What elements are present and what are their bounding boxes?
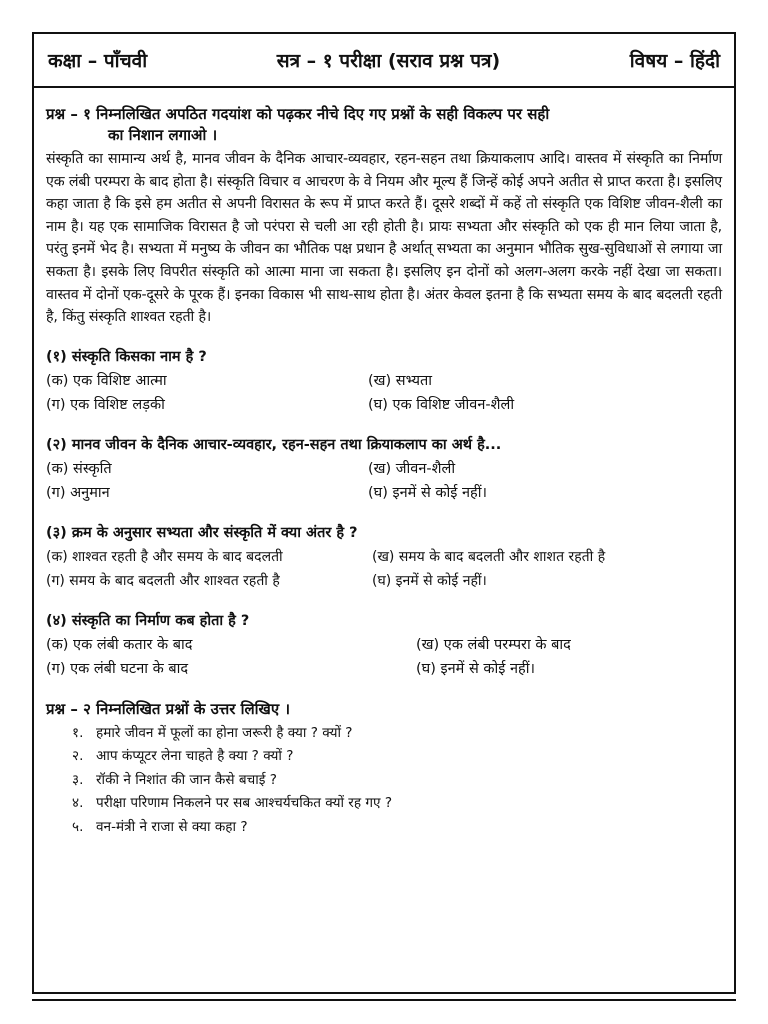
option-c: (ग) अनुमान — [46, 484, 110, 501]
option-a: (क) संस्कृति — [46, 460, 112, 477]
question-1-title-line1: प्रश्न – १ निम्नलिखित अपठित गदयांश को पढ़कर नीचे दिए गए प्रश्नों के सही विकल्प पर सही — [46, 105, 550, 123]
question-1-title-line2: का निशान लगाओ । — [108, 126, 218, 144]
option-b: (ख) समय के बाद बदलती और शाशत रहती है — [372, 548, 606, 565]
worksheet-content — [46, 104, 722, 839]
list-item — [46, 722, 722, 746]
question-2-title: प्रश्न – २ निम्नलिखित प्रश्नों के उत्तर लिखिए । — [46, 699, 291, 718]
question-2 — [46, 699, 722, 840]
mcq-question: (२) मानव जीवन के दैनिक आचार-व्यवहार, रहन-सहन तथा क्रियाकलाप का अर्थ है... — [46, 436, 502, 453]
mcq-options — [46, 457, 722, 505]
unseen-passage: संस्कृति का सामान्य अर्थ है, मानव जीवन के दैनिक आचार-व्यवहार, रहन-सहन तथा क्रियाकलाप आदि। वास्तव में संस्कृति का निर्माण एक लंबी परम्परा के बाद होता है। संस्कृति विचार व आचरण के वे नियम और मूल्य हैं जिन्हें कोई अपने अतीत से प्राप्त करता है। इसलिए कहा जाता है कि इसे हम अतीत से अपनी विरासत के रूप में प्राप्त करते हैं। दूसरे शब्दों में कहें तो संस्कृति एक विशिष्ट जीवन-शैली का नाम है। यह एक सामाजिक विरासत है जो परंपरा से चली आ रही होती है। प्रायः सभ्यता और संस्कृति को एक ही मान लिया जाता है, परंतु इनमें भेद है। सभ्यता में मनुष्य के जीवन का भौतिक पक्ष प्रधान है अर्थात् सभ्यता का अनुमान भौतिक सुख-सुविधाओं से लगाया जा सकता है। इसके लिए विपरीत संस्कृति को आत्मा माना जा सकता है। इसलिए इन दोनों को अलग-अलग करके नहीं देखा जा सकता। वास्तव में दोनों एक-दूसरे के पूरक हैं। इनका विकास भी साथ-साथ होता है। अंतर केवल इतना है कि सभ्यता समय के बाद बदलती रहती है, किंतु संस्कृति शाश्वत रहती है। — [46, 151, 722, 326]
mcq-3 — [46, 521, 722, 593]
mcq-4 — [46, 609, 722, 681]
mcq-options — [46, 545, 722, 593]
option-b: (ख) जीवन-शैली — [368, 460, 456, 477]
list-item — [46, 745, 722, 769]
option-d: (घ) इनमें से कोई नहीं। — [372, 572, 487, 589]
mcq-options — [46, 633, 722, 681]
option-d: (घ) इनमें से कोई नहीं। — [368, 484, 487, 501]
question-2-list — [46, 722, 722, 840]
subject-label: विषय – हिंदी — [629, 50, 720, 72]
exam-header — [48, 44, 720, 76]
item-number: १. — [72, 724, 84, 741]
header-divider — [34, 86, 734, 88]
option-b: (ख) एक लंबी परम्परा के बाद — [416, 636, 571, 653]
exam-label: सत्र – १ परीक्षा (सराव प्रश्न पत्र) — [276, 50, 501, 72]
mcq-question: (१) संस्कृति किसका नाम है ? — [46, 348, 207, 365]
item-text: परीक्षा परिणाम निकलने पर सब आश्चर्यचकित क्यों रह गए ? — [96, 795, 393, 812]
item-number: ४. — [72, 795, 84, 812]
mcq-question: (३) क्रम के अनुसार सभ्यता और संस्कृति में क्या अंतर है ? — [46, 524, 358, 541]
mcq-1 — [46, 345, 722, 417]
item-number: ३. — [72, 771, 84, 788]
option-d: (घ) एक विशिष्ट जीवन-शैली — [368, 396, 515, 413]
list-item — [46, 792, 722, 816]
item-number: ५. — [72, 818, 84, 835]
option-a: (क) शाश्वत रहती है और समय के बाद बदलती — [46, 548, 283, 565]
mcq-options — [46, 369, 722, 417]
question-1-title — [46, 104, 722, 146]
list-item — [46, 816, 722, 840]
option-c: (ग) एक विशिष्ट लड़की — [46, 396, 165, 413]
item-text: रॉकी ने निशांत की जान कैसे बचाई ? — [96, 771, 277, 788]
class-label: कक्षा – पाँचवी — [48, 50, 148, 72]
option-c: (ग) समय के बाद बदलती और शाश्वत रहती है — [46, 572, 280, 589]
option-d: (घ) इनमें से कोई नहीं। — [416, 660, 535, 677]
list-item — [46, 769, 722, 793]
item-text: हमारे जीवन में फूलों का होना जरूरी है क्या ? क्यों ? — [96, 724, 353, 741]
mcq-2 — [46, 433, 722, 505]
mcq-question: (४) संस्कृति का निर्माण कब होता है ? — [46, 612, 250, 629]
item-number: २. — [72, 748, 84, 765]
option-c: (ग) एक लंबी घटना के बाद — [46, 660, 189, 677]
option-a: (क) एक लंबी कतार के बाद — [46, 636, 193, 653]
option-a: (क) एक विशिष्ट आत्मा — [46, 372, 167, 389]
option-b: (ख) सभ्यता — [368, 372, 433, 389]
item-text: वन-मंत्री ने राजा से क्या कहा ? — [96, 818, 248, 835]
bottom-rule — [32, 999, 736, 1001]
item-text: आप कंप्यूटर लेना चाहते है क्या ? क्यों ? — [96, 748, 294, 765]
